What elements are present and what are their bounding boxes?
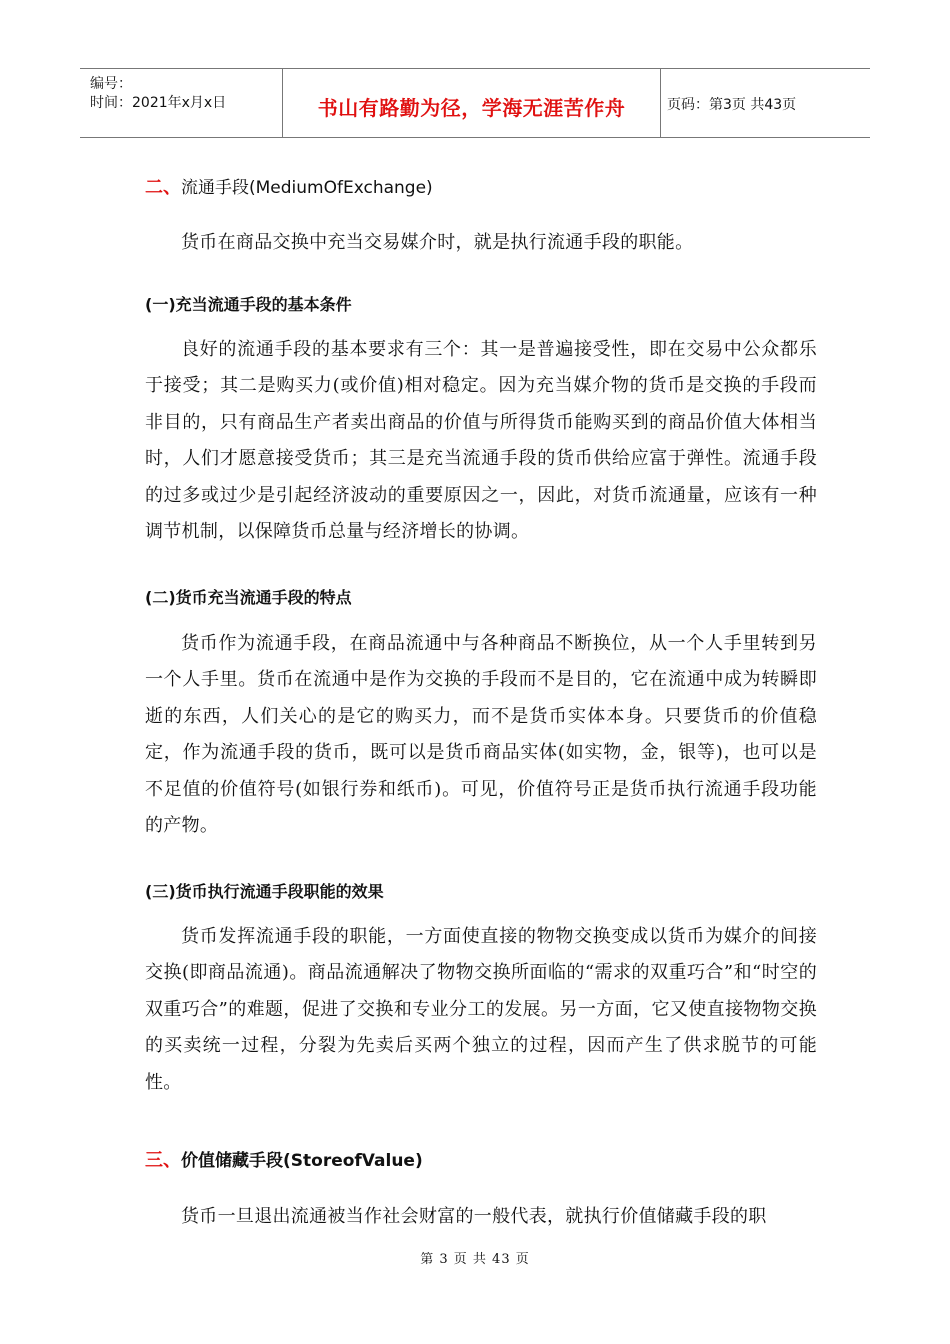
section-2-heading (145, 173, 433, 199)
header-page-number: 页码：第3页 共43页 (667, 97, 797, 113)
subsection-2-title: (二)货币充当流通手段的特点 (145, 588, 352, 607)
subsection-3-title: (三)货币执行流通手段职能的效果 (145, 882, 384, 901)
page-header (80, 68, 870, 138)
header-meta-cell (80, 69, 283, 137)
section-2-intro: 货币在商品交换中充当交易媒介时，就是执行流通手段的职能。 (181, 232, 694, 253)
section-2-title: 流通手段(MediumOfExchange) (181, 178, 433, 198)
doc-time-label: 时间：2021年x月x日 (90, 95, 227, 111)
page-footer: 第 3 页 共 43 页 (420, 1252, 530, 1267)
section-3-intro: 货币一旦退出流通被当作社会财富的一般代表，就执行价值储藏手段的职 (181, 1206, 767, 1227)
header-page-cell (661, 69, 870, 137)
subsection-2-text: 货币作为流通手段，在商品流通中与各种商品不断换位，从一个人手里转到另一个人手里。货币在流通中是作为交换的手段而不是目的，它在流通中成为转瞬即逝的东西，人们关心的是它的购买力，而不是货币实体本身。只要货币的价值稳定，作为流通手段的货币，既可以是货币商品实体(如实物，金，银等)，也可以是不足值的价值符号(如银行券和纸币)。可见，价值符号正是货币执行流通手段功能的产物。 (145, 633, 817, 837)
section-3-heading (145, 1146, 423, 1172)
section-3-title: 价值储藏手段(StoreofValue) (181, 1151, 423, 1171)
header-motto-cell (283, 69, 661, 137)
section-2-number: 二、 (145, 177, 181, 198)
subsection-1-title: (一)充当流通手段的基本条件 (145, 295, 352, 314)
subsection-1-text: 良好的流通手段的基本要求有三个：其一是普遍接受性，即在交易中公众都乐于接受；其二是购买力(或价值)相对稳定。因为充当媒介物的货币是交换的手段而非目的，只有商品生产者卖出商品的价值与所得货币能购买到的商品价值大体相当时，人们才愿意接受货币；其三是充当流通手段的货币供给应富于弹性。流通手段的过多或过少是引起经济波动的重要原因之一，因此，对货币流通量，应该有一种调节机制，以保障货币总量与经济增长的协调。 (145, 339, 817, 543)
header-motto: 书山有路勤为径，学海无涯苦作舟 (317, 96, 626, 120)
subsection-3-text: 货币发挥流通手段的职能，一方面使直接的物物交换变成以货币为媒介的间接交换(即商品流通)。商品流通解决了物物交换所面临的“需求的双重巧合”和“时空的双重巧合”的难题，促进了交换和专业分工的发展。另一方面，它又使直接物物交换的买卖统一过程，分裂为先卖后买两个独立的过程，因而产生了供求脱节的可能性。 (145, 926, 817, 1093)
doc-code-label: 编号： (90, 76, 132, 92)
section-3-number: 三、 (145, 1150, 181, 1171)
